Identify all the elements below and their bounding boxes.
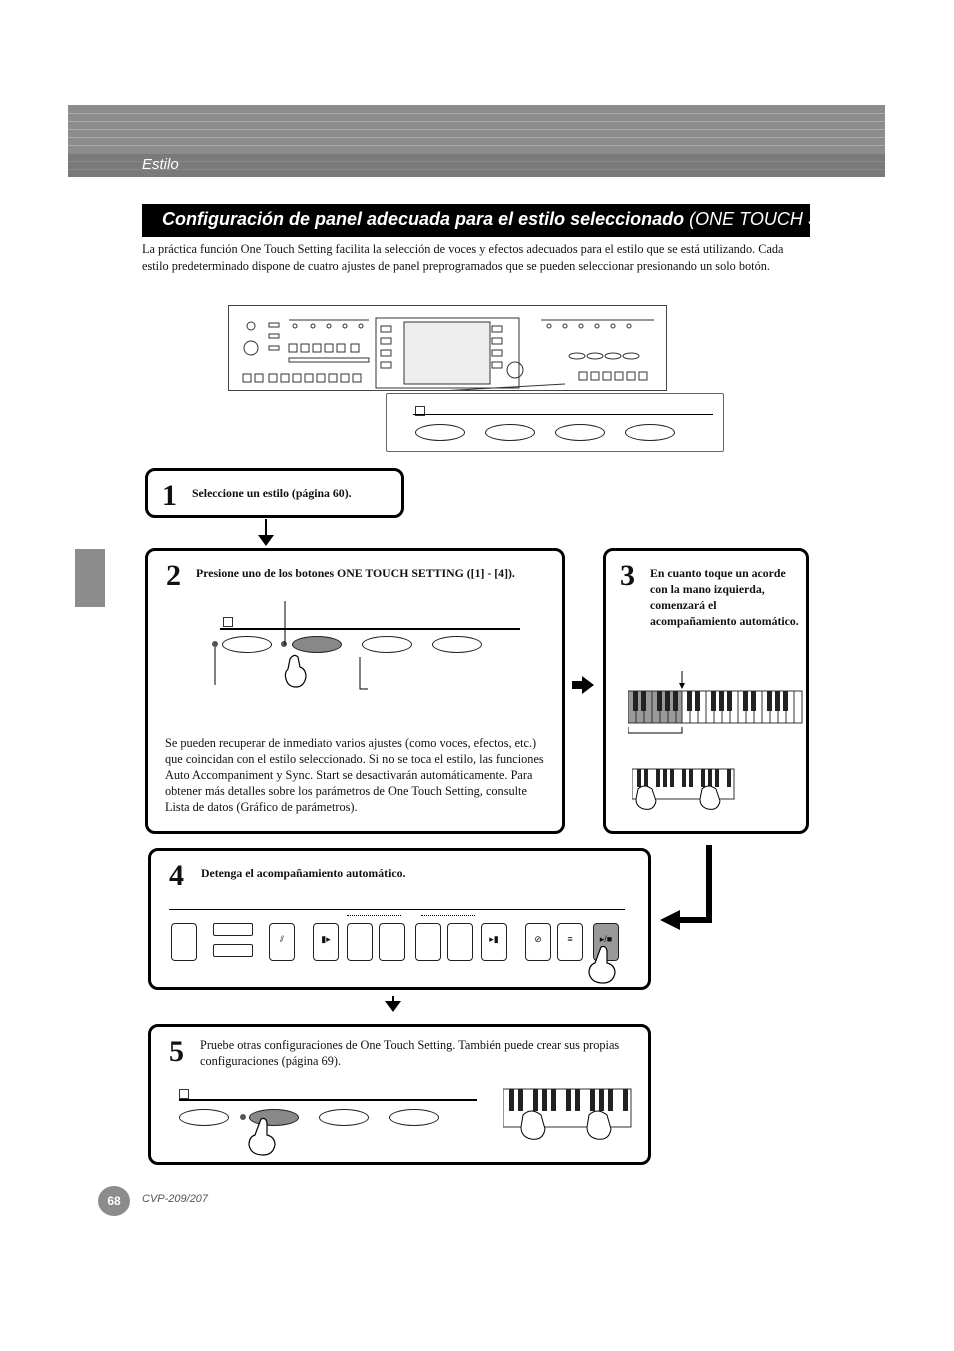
step-1-text: Seleccione un estilo (página 60). — [192, 486, 352, 500]
ots-button-4[interactable] — [432, 636, 482, 653]
arrow-down-1 — [258, 535, 274, 546]
step-4-text: Detenga el acompañamiento automático. — [201, 866, 406, 880]
pressing-hand-icon — [241, 1117, 277, 1157]
one-touch-setting-zoom — [386, 393, 724, 452]
step-2-number: 2 — [166, 559, 181, 592]
main-b-button[interactable] — [379, 923, 405, 961]
sync-stop-button[interactable]: ⫽ — [269, 923, 295, 961]
one-touch-setting-icon — [179, 1089, 189, 1099]
step-5-text: Pruebe otras configuraciones de One Touch Setting. También puede crear sus propias configuraciones (página 69). — [200, 1038, 620, 1068]
step-5-box — [148, 1024, 651, 1165]
style-control-icon — [171, 899, 179, 907]
hands-on-keyboard — [632, 767, 736, 815]
step-4-box — [148, 848, 651, 990]
ots-button-1[interactable] — [179, 1109, 229, 1126]
section-title-bar — [142, 204, 892, 237]
section-title: Configuración de panel adecuada para el estilo seleccionado — [162, 209, 685, 229]
step-2-body: Se pueden recuperar de inmediato varios ajustes (como voces, efectos, etc.) que coincidan con el estilo seleccionado. Si no se toca el estilo, las funciones Auto Accompaniment y Sync. Start se desactivarán automáticamente. Para obtener más detalles sobre los parámetros de One Touch Setting, consulte Lista de datos (Gráfico de parámetros). — [165, 736, 544, 814]
ots-button-1[interactable] — [415, 424, 465, 441]
instrument-panel-illustration — [228, 305, 667, 391]
ending-button[interactable]: ▸▮ — [481, 923, 507, 961]
header-band — [68, 105, 885, 177]
step-3-box — [603, 548, 809, 834]
step-2-text: Presione uno de los botones ONE TOUCH SETTING ([1] - [4]). — [196, 566, 515, 580]
step-5-number: 5 — [169, 1035, 184, 1068]
start-stop-button[interactable]: ▸/■ — [593, 923, 619, 961]
keyboard-illustration — [628, 671, 804, 741]
arrow-right — [572, 676, 594, 694]
section-title-sub: (ONE TOUCH SETTING) — [689, 209, 892, 229]
step-3-text: En cuanto toque un acorde con la mano izquierda, comenzará el acompañamiento automático. — [650, 566, 799, 628]
ots-button-3[interactable] — [362, 636, 412, 653]
intro-button[interactable]: ▮▸ — [313, 923, 339, 961]
sync-button[interactable]: ⊘ — [525, 923, 551, 961]
main-c-button[interactable] — [415, 923, 441, 961]
acmp-button[interactable] — [171, 923, 197, 961]
sync-start-button[interactable]: ≡ — [557, 923, 583, 961]
step-3-number: 3 — [620, 559, 635, 592]
arrow-down-2 — [385, 1001, 401, 1012]
pressing-hand-icon — [583, 945, 617, 985]
ots-button-2[interactable] — [485, 424, 535, 441]
main-d-button[interactable] — [447, 923, 473, 961]
ots-button-3[interactable] — [319, 1109, 369, 1126]
main-a-button[interactable] — [347, 923, 373, 961]
step-4-number: 4 — [169, 859, 184, 892]
step-2-callouts — [208, 601, 368, 691]
otp-button-bottom[interactable] — [213, 944, 253, 957]
panel-drawing — [229, 306, 666, 390]
section-header-title: Estilo — [142, 156, 179, 173]
hands-on-keyboard — [503, 1087, 633, 1149]
ots-button-4[interactable] — [625, 424, 675, 441]
ots-button-4[interactable] — [389, 1109, 439, 1126]
model-name: CVP-209/207 — [142, 1193, 209, 1205]
step-1-number: 1 — [162, 479, 177, 512]
otp-button-top[interactable] — [213, 923, 253, 936]
page-number: 68 — [98, 1186, 130, 1216]
step-1-box — [145, 468, 404, 518]
step-2-box — [145, 548, 565, 834]
intro-paragraph: La práctica función One Touch Setting facilita la selección de voces y efectos adecuados para el estilo que se está utilizando. Cada estilo predeterminado dispone de cuatro ajustes de panel preprogramados que se pueden seleccionar presionando un solo botón. — [142, 242, 784, 273]
chapter-tab — [75, 549, 105, 607]
arrow-left — [660, 910, 680, 930]
ots-button-3[interactable] — [555, 424, 605, 441]
